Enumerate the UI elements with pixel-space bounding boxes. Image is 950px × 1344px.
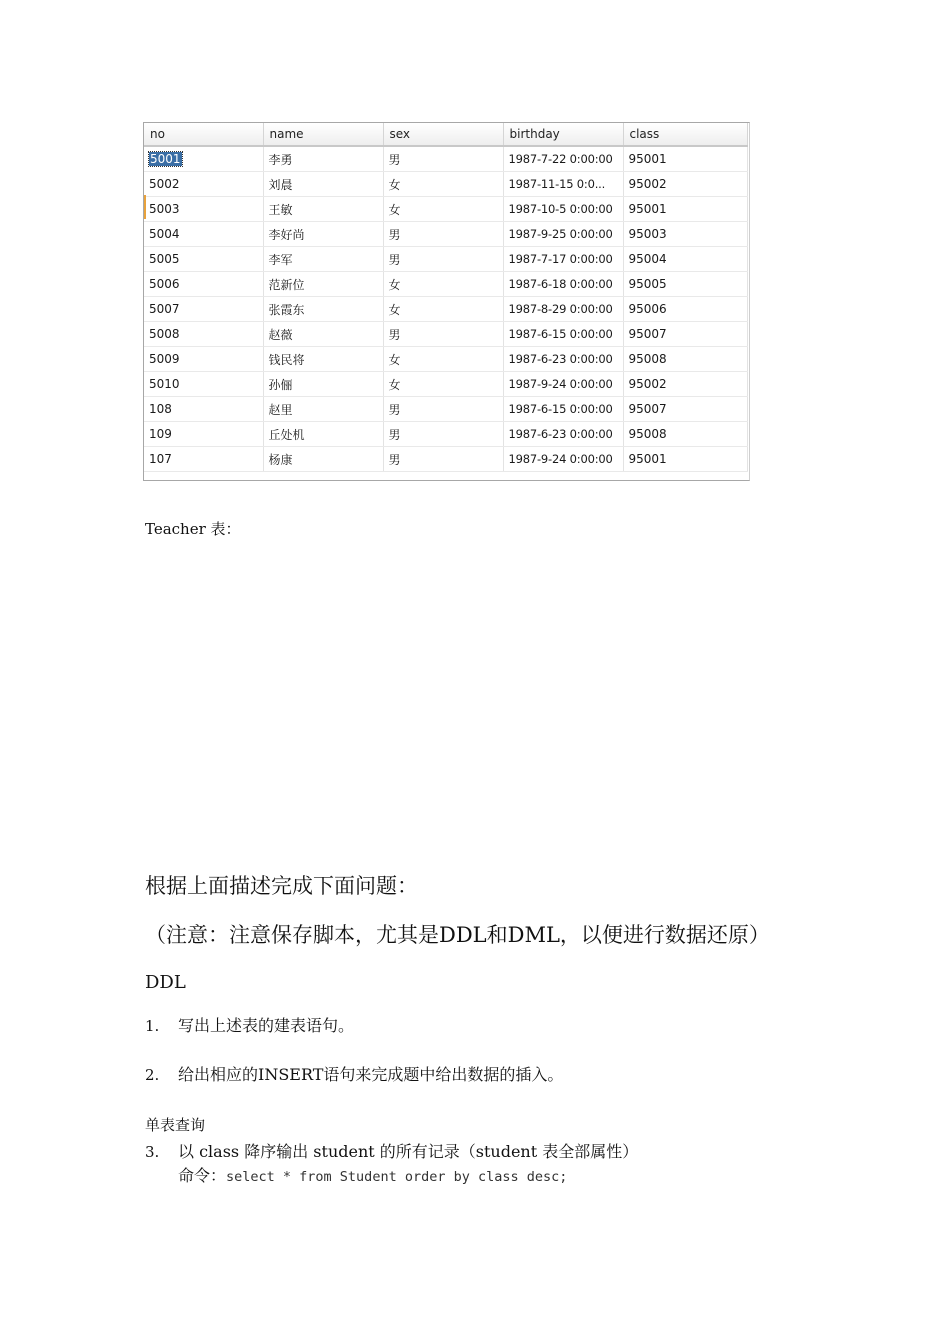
question-item bbox=[145, 1062, 563, 1085]
cell-no[interactable]: 5004 bbox=[144, 222, 263, 247]
cell-sex[interactable]: 男 bbox=[383, 146, 503, 172]
cell-class[interactable]: 95003 bbox=[623, 222, 747, 247]
cell-sex[interactable]: 女 bbox=[383, 372, 503, 397]
row-indicator bbox=[144, 195, 146, 219]
student-table bbox=[144, 123, 748, 472]
cell-no[interactable]: 5010 bbox=[144, 372, 263, 397]
cell-birthday[interactable]: 1987-6-23 0:00:00 bbox=[503, 422, 623, 447]
cell-birthday[interactable]: 1987-9-25 0:00:00 bbox=[503, 222, 623, 247]
table-row[interactable] bbox=[144, 222, 747, 247]
cell-name[interactable]: 刘晨 bbox=[263, 172, 383, 197]
table-row[interactable] bbox=[144, 146, 747, 172]
table-row[interactable] bbox=[144, 297, 747, 322]
cell-no[interactable]: 107 bbox=[144, 447, 263, 472]
item-text: 以 class 降序输出 student 的所有记录（student 表全部属性） bbox=[178, 1142, 639, 1161]
cell-no[interactable]: 5005 bbox=[144, 247, 263, 272]
cell-name[interactable]: 赵薇 bbox=[263, 322, 383, 347]
cell-no[interactable]: 5007 bbox=[144, 297, 263, 322]
cell-birthday[interactable]: 1987-9-24 0:00:00 bbox=[503, 372, 623, 397]
column-header-class[interactable]: class bbox=[623, 123, 747, 146]
cell-sex[interactable]: 女 bbox=[383, 272, 503, 297]
cell-birthday[interactable]: 1987-9-24 0:00:00 bbox=[503, 447, 623, 472]
cell-class[interactable]: 95007 bbox=[623, 397, 747, 422]
column-header-sex[interactable]: sex bbox=[383, 123, 503, 146]
table-row[interactable] bbox=[144, 347, 747, 372]
cell-name[interactable]: 李勇 bbox=[263, 146, 383, 172]
cell-no[interactable]: 5003 bbox=[144, 197, 263, 222]
cell-birthday[interactable]: 1987-6-23 0:00:00 bbox=[503, 347, 623, 372]
selected-cell-text[interactable]: 5001 bbox=[150, 152, 181, 166]
cell-sex[interactable]: 男 bbox=[383, 422, 503, 447]
cell-sex[interactable]: 女 bbox=[383, 172, 503, 197]
table-row[interactable] bbox=[144, 372, 747, 397]
cell-class[interactable]: 95001 bbox=[623, 447, 747, 472]
questions-title: 根据上面描述完成下面问题： bbox=[145, 874, 418, 898]
item-text: 给出相应的INSERT语句来完成题中给出数据的插入。 bbox=[178, 1065, 564, 1084]
cell-class[interactable]: 95005 bbox=[623, 272, 747, 297]
cell-class[interactable]: 95006 bbox=[623, 297, 747, 322]
cell-name[interactable]: 孙俪 bbox=[263, 372, 383, 397]
cell-class[interactable]: 95001 bbox=[623, 146, 747, 172]
cell-no[interactable]: 5008 bbox=[144, 322, 263, 347]
cell-birthday[interactable]: 1987-7-22 0:00:00 bbox=[503, 146, 623, 172]
cell-sex[interactable]: 男 bbox=[383, 397, 503, 422]
cell-sex[interactable]: 女 bbox=[383, 197, 503, 222]
cell-sex[interactable]: 女 bbox=[383, 347, 503, 372]
cell-sex[interactable]: 男 bbox=[383, 322, 503, 347]
sql-command: select * from Student order by class desc; bbox=[226, 1169, 568, 1185]
column-header-no[interactable]: no bbox=[144, 123, 263, 146]
command-label: 命令： bbox=[178, 1166, 227, 1185]
questions-note: （注意：注意保存脚本，尤其是DDL和DML，以便进行数据还原） bbox=[145, 923, 770, 947]
cell-birthday[interactable]: 1987-6-15 0:00:00 bbox=[503, 322, 623, 347]
table-row[interactable] bbox=[144, 197, 747, 222]
cell-sex[interactable]: 女 bbox=[383, 297, 503, 322]
table-row[interactable] bbox=[144, 172, 747, 197]
cell-name[interactable]: 范新位 bbox=[263, 272, 383, 297]
question-item bbox=[145, 1139, 638, 1162]
column-header-name[interactable]: name bbox=[263, 123, 383, 146]
cell-no[interactable]: 5009 bbox=[144, 347, 263, 372]
cell-no[interactable]: 5006 bbox=[144, 272, 263, 297]
cell-name[interactable]: 李军 bbox=[263, 247, 383, 272]
table-row[interactable] bbox=[144, 397, 747, 422]
item-number: 3. bbox=[145, 1143, 160, 1161]
cell-name[interactable]: 钱民将 bbox=[263, 347, 383, 372]
cell-sex[interactable]: 男 bbox=[383, 222, 503, 247]
cell-name[interactable]: 杨康 bbox=[263, 447, 383, 472]
cell-birthday[interactable]: 1987-11-15 0:0... bbox=[503, 172, 623, 197]
cell-class[interactable]: 95002 bbox=[623, 172, 747, 197]
table-header-row bbox=[144, 123, 747, 146]
cell-class[interactable]: 95004 bbox=[623, 247, 747, 272]
cell-birthday[interactable]: 1987-6-18 0:00:00 bbox=[503, 272, 623, 297]
cell-birthday[interactable]: 1987-10-5 0:00:00 bbox=[503, 197, 623, 222]
cell-birthday[interactable]: 1987-6-15 0:00:00 bbox=[503, 397, 623, 422]
table-row[interactable] bbox=[144, 272, 747, 297]
table-row[interactable] bbox=[144, 422, 747, 447]
cell-name[interactable]: 张霞东 bbox=[263, 297, 383, 322]
cell-name[interactable]: 李好尚 bbox=[263, 222, 383, 247]
single-table-query-heading: 单表查询 bbox=[145, 1116, 206, 1134]
teacher-table-caption: Teacher 表： bbox=[145, 520, 241, 538]
cell-birthday[interactable]: 1987-7-17 0:00:00 bbox=[503, 247, 623, 272]
item-number: 2. bbox=[145, 1066, 160, 1084]
table-row[interactable] bbox=[144, 247, 747, 272]
table-row[interactable] bbox=[144, 322, 747, 347]
cell-no[interactable] bbox=[144, 146, 263, 172]
item-number: 1. bbox=[145, 1017, 160, 1035]
cell-no[interactable]: 5002 bbox=[144, 172, 263, 197]
cell-no[interactable]: 108 bbox=[144, 397, 263, 422]
cell-sex[interactable]: 男 bbox=[383, 447, 503, 472]
cell-no[interactable]: 109 bbox=[144, 422, 263, 447]
column-header-birthday[interactable]: birthday bbox=[503, 123, 623, 146]
cell-class[interactable]: 95007 bbox=[623, 322, 747, 347]
cell-class[interactable]: 95001 bbox=[623, 197, 747, 222]
student-data-grid bbox=[143, 122, 750, 481]
item-text: 写出上述表的建表语句。 bbox=[178, 1016, 355, 1035]
cell-name[interactable]: 丘处机 bbox=[263, 422, 383, 447]
cell-class[interactable]: 95008 bbox=[623, 347, 747, 372]
cell-sex[interactable]: 男 bbox=[383, 247, 503, 272]
cell-name[interactable]: 王敏 bbox=[263, 197, 383, 222]
command-line bbox=[178, 1163, 567, 1186]
cell-class[interactable]: 95002 bbox=[623, 372, 747, 397]
ddl-heading: DDL bbox=[145, 972, 186, 993]
cell-class[interactable]: 95008 bbox=[623, 422, 747, 447]
cell-name[interactable]: 赵里 bbox=[263, 397, 383, 422]
question-item bbox=[145, 1013, 354, 1036]
table-row[interactable] bbox=[144, 447, 747, 472]
cell-birthday[interactable]: 1987-8-29 0:00:00 bbox=[503, 297, 623, 322]
